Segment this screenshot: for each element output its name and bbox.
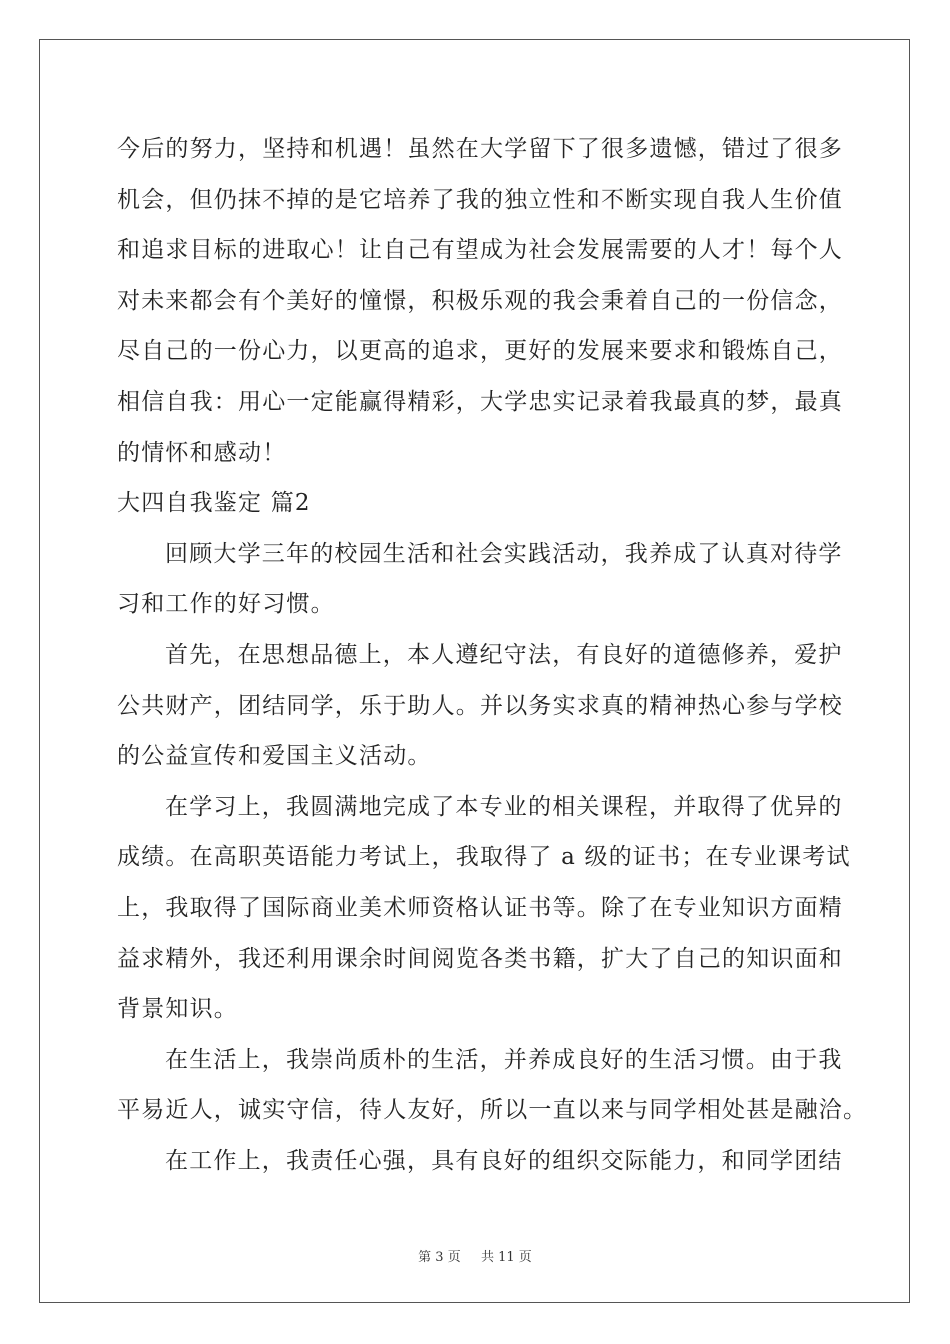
page-footer [0,1246,950,1265]
text-line: 尽自己的一份心力，以更高的追求，更好的发展来要求和锻炼自己， [117,338,843,365]
text-line: 习和工作的好习惯。 [117,591,335,618]
text-line: 回顾大学三年的校园生活和社会实践活动，我养成了认真对待学 [165,540,843,567]
page-total: 共 11 页 [481,1250,532,1265]
text-line: 公共财产，团结同学，乐于助人。并以务实求真的精神热心参与学校 [117,692,843,719]
document-body [117,124,868,1186]
text-line: 在生活上，我崇尚质朴的生活，并养成良好的生活习惯。由于我 [165,1046,843,1073]
text-line: 今后的努力，坚持和机遇！虽然在大学留下了很多遗憾，错过了很多 [117,136,843,162]
text-line: 上，我取得了国际商业美术师资格认证书等。除了在专业知识方面精 [117,894,843,921]
text-line: 和追求目标的进取心！让自己有望成为社会发展需要的人才！每个人 [117,237,843,264]
text-line: 背景知识。 [117,996,238,1023]
text-line: 相信自我：用心一定能赢得精彩，大学忠实记录着我最真的梦，最真 [117,388,843,415]
text-line: 在工作上，我责任心强，具有良好的组织交际能力，和同学团结 [165,1147,843,1174]
text-line: 对未来都会有个美好的憧憬，积极乐观的我会秉着自己的一份信念， [117,287,843,314]
text-line: 平易近人，诚实守信，待人友好，所以一直以来与同学相处甚是融洽。 [117,1097,868,1124]
text-line: 的情怀和感动！ [117,439,287,466]
section-heading: 大四自我鉴定 篇2 [117,490,311,517]
text-line: 的公益宣传和爱国主义活动。 [117,743,432,770]
text-line: 首先，在思想品德上，本人遵纪守法，有良好的道德修养，爱护 [165,641,843,668]
text-line: 机会，但仍抹不掉的是它培养了我的独立性和不断实现自我人生价值 [117,186,843,213]
text-line: 在学习上，我圆满地完成了本专业的相关课程，并取得了优异的 [165,793,843,820]
text-line: 益求精外，我还利用课余时间阅览各类书籍，扩大了自己的知识面和 [117,945,843,972]
page-number: 第 3 页 [418,1250,461,1265]
text-line: 成绩。在高职英语能力考试上，我取得了 a 级的证书；在专业课考试 [117,844,851,871]
